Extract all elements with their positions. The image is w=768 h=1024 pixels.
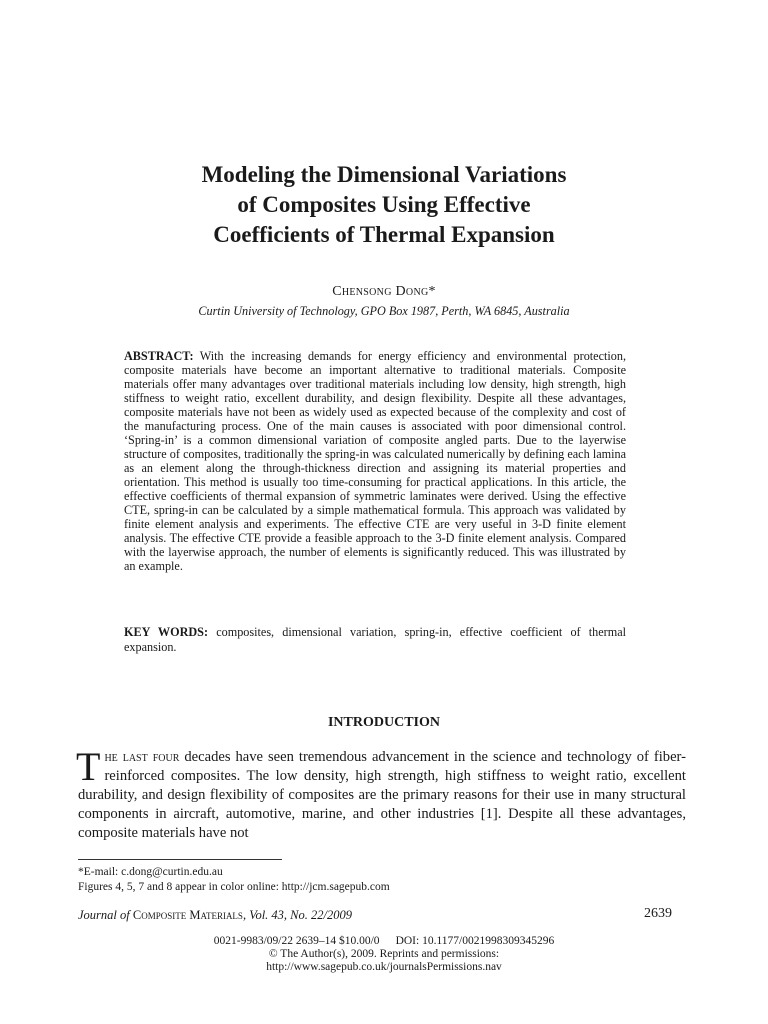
publication-meta — [0, 935, 768, 974]
issn: 0021-9983/09/22 2639–14 $10.00/0 — [213, 935, 380, 947]
introduction-paragraph — [76, 744, 686, 843]
author-name: Chensong Dong* — [332, 284, 436, 299]
footnote-email: *E-mail: c.dong@curtin.edu.au — [78, 866, 223, 878]
title-line-3: Coefficients of Thermal Expansion — [213, 222, 555, 247]
title-line-1: Modeling the Dimensional Variations — [201, 162, 567, 187]
keywords — [124, 625, 626, 655]
keywords-text: composites, dimensional variation, spring-in, effective coefficient of thermal expansion. — [124, 625, 626, 654]
intro-text: decades have seen tremendous advancement in the science and technology of fiber-reinforced composites. The low density, high strength, high stiffness to weight ratio, excellent durability, and design flexibility of composites are the primary reasons for their use in many structural components in aircraft, automotive, marine, and other industries [1]. Despite all these advantages, composite materials have not — [78, 749, 686, 841]
journal-prefix: Journal of — [78, 908, 133, 922]
abstract-label: ABSTRACT: — [124, 349, 194, 363]
page-number: 2639 — [644, 906, 672, 921]
footnote-rule — [78, 859, 282, 860]
keywords-label: KEY WORDS: — [124, 625, 209, 639]
footnotes — [78, 865, 390, 895]
permissions-url: http://www.sagepub.co.uk/journalsPermissions.nav — [266, 961, 502, 973]
copyright: © The Author(s), 2009. Reprints and permissions: — [268, 948, 500, 960]
author-affiliation: Curtin University of Technology, GPO Box 1987, Perth, WA 6845, Australia — [198, 304, 570, 318]
journal-name: Composite Materials — [132, 908, 243, 922]
footnote-color-figures: Figures 4, 5, 7 and 8 appear in color online: http://jcm.sagepub.com — [78, 881, 390, 893]
paper-title — [60, 160, 708, 250]
title-line-2: of Composites Using Effective — [237, 192, 531, 217]
doi: DOI: 10.1177/0021998309345296 — [395, 935, 555, 947]
section-heading-introduction: INTRODUCTION — [327, 715, 440, 730]
intro-lead-words: he last four — [104, 749, 180, 765]
abstract — [124, 349, 626, 573]
drop-cap: T — [76, 744, 101, 789]
journal-issue: , Vol. 43, No. 22/2009 — [242, 908, 352, 922]
abstract-text: With the increasing demands for energy efficiency and environmental protection, composite materials have become an important alternative to traditional materials. Composite materials offer many advantages over traditional materials including low density, high strength, high stiffness to weight ratio, excellent durability, and design flexibility. Despite all these advantages, composite materials have not been as widely used as expected because of the complexity and cost of the manufacturing process. One of the main causes is associated with poor dimensional control. ‘Spring-in’ is a common dimensional variation of composite angled parts. Due to the layerwise structure of composites, traditionally the spring-in was calculated numerically by defining each lamina as an element along the through-thickness direction and assigning its material properties and orientation. This method is usually too time-consuming for practical applications. In this article, the effective coefficients of thermal expansion of symmetric laminates were derived. Using the effective CTE, spring-in can be calculated by a simple mathematical formula. This approach was validated by finite element analysis and experiments. The effective CTE are very useful in 3-D finite element analysis. The effective CTE provide a feasible approach to the 3-D finite element analysis. Compared with the layerwise approach, the number of elements is significantly reduced. This was illustrated by an example. — [124, 349, 626, 573]
journal-citation — [78, 908, 352, 923]
